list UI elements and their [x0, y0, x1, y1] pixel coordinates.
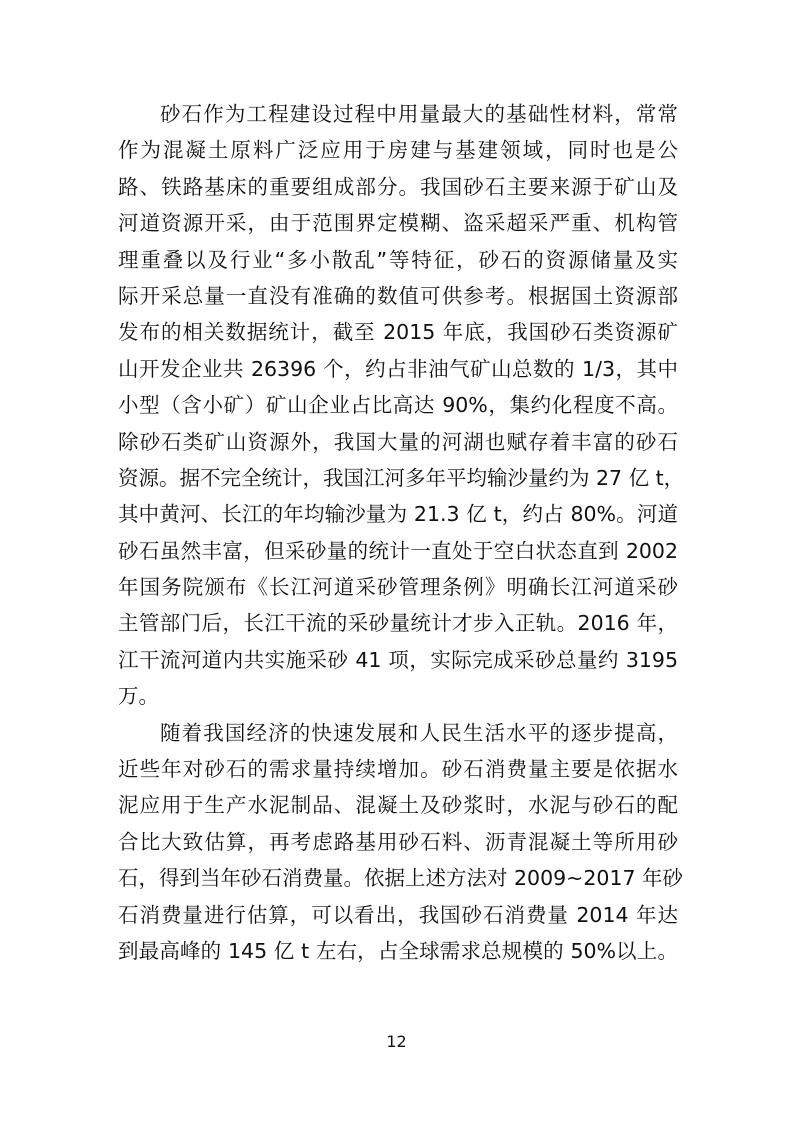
page-number: 12	[386, 1032, 407, 1051]
paragraph-2	[118, 715, 684, 970]
text-line: 泥应用于生产水泥制品、混凝土及砂浆时，水泥与砂石的配	[118, 793, 678, 818]
text-line: 石消费量进行估算，可以看出，我国砂石消费量 2014 年达	[118, 902, 678, 927]
text-line: 合比大致估算，再考虑路基用砂石料、沥青混凝土等所用砂	[118, 829, 678, 854]
text-line: 到最高峰的 145 亿 t 左右，占全球需求总规模的 50%以上。	[118, 938, 678, 963]
text-line: 其中黄河、长江的年均输沙量为 21.3 亿 t，约占 80%。河道	[118, 502, 678, 527]
text-line: 作为混凝土原料广泛应用于房建与基建领域，同时也是公	[118, 138, 678, 163]
text-line: 资源。据不完全统计，我国江河多年平均输沙量约为 27 亿 t，	[118, 465, 685, 490]
text-line: 随着我国经济的快速发展和人民生活水平的逐步提高，	[160, 720, 678, 745]
text-line: 年国务院颁布《长江河道采砂管理条例》明确长江河道采砂	[118, 575, 678, 600]
text-line: 万。	[118, 684, 159, 709]
text-line: 主管部门后，长江干流的采砂量统计才步入正轨。2016 年，	[118, 611, 678, 636]
text-line: 河道资源开采，由于范围界定模糊、盗采超采严重、机构管	[118, 211, 678, 236]
text-line: 山开发企业共 26396 个，约占非油气矿山总数的 1/3，其中	[118, 356, 678, 381]
text-line: 小型（含小矿）矿山企业占比高达 90%，集约化程度不高。	[118, 393, 678, 418]
text-line: 际开采总量一直没有准确的数值可供参考。根据国土资源部	[118, 283, 678, 308]
text-line: 砂石虽然丰富，但采砂量的统计一直处于空白状态直到 2002	[118, 538, 678, 563]
body-text	[118, 96, 685, 969]
text-line: 理重叠以及行业“多小散乱”等特征，砂石的资源储量及实	[118, 247, 678, 272]
paragraph-1	[118, 96, 685, 715]
text-line: 石，得到当年砂石消费量。依据上述方法对 2009~2017 年砂	[118, 866, 684, 891]
text-line: 砂石作为工程建设过程中用量最大的基础性材料，常常	[160, 102, 678, 126]
text-line: 发布的相关数据统计，截至 2015 年底，我国砂石类资源矿	[118, 320, 678, 345]
text-line: 路、铁路基床的重要组成部分。我国砂石主要来源于矿山及	[118, 174, 678, 199]
text-line: 近些年对砂石的需求量持续增加。砂石消费量主要是依据水	[118, 757, 678, 782]
text-line: 江干流河道内共实施采砂 41 项，实际完成采砂总量约 3195	[118, 647, 678, 672]
text-line: 除砂石类矿山资源外，我国大量的河湖也赋存着丰富的砂石	[118, 429, 678, 454]
